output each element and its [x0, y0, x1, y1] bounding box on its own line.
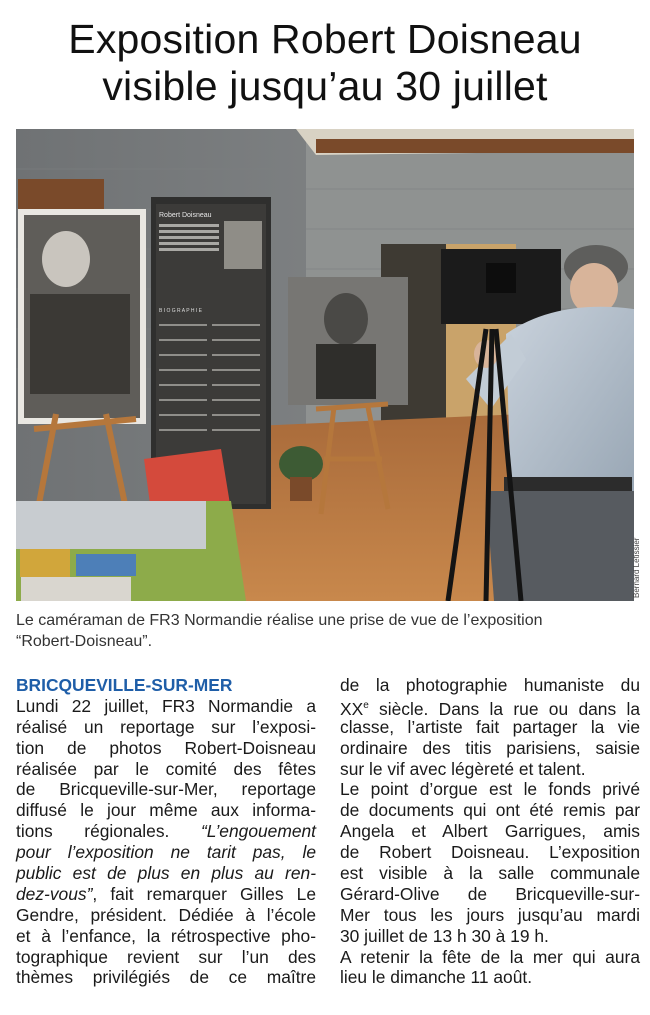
article-headline: [0, 16, 650, 110]
body-line: réalisée par le comité des fêtes: [16, 758, 316, 779]
body-line: thèmes privilégiés de ce maître: [16, 967, 316, 988]
body-line: Gendre, président. Dédiée à l’école: [16, 904, 316, 925]
body-line: de la photographie humaniste du: [340, 675, 640, 695]
body-line: Lundi 22 juillet, FR3 Normandie a: [16, 695, 316, 716]
century-text: XX: [340, 698, 364, 719]
body-line: A retenir la fête de la mer qui aura: [340, 946, 640, 967]
century-superscript: e: [363, 699, 369, 711]
body-line: sur le vif avec légèreté et talent.: [340, 758, 586, 779]
body-line: tographique revient sur l’un des: [16, 946, 316, 967]
article-photo: [16, 129, 634, 601]
caption-line-1: Le caméraman de FR3 Normandie réalise une prise de vue de l’exposition: [16, 612, 543, 629]
body-line: [16, 884, 316, 905]
dateline: BRICQUEVILLE-SUR-MER: [16, 675, 233, 695]
body-line: classe, l’artiste fait partager la vie: [340, 716, 640, 737]
body-line: [16, 821, 316, 842]
photo-illustration: [16, 129, 634, 601]
board-section-text: B I O G R A P H I E: [159, 308, 202, 314]
body-line: Mer tous les jours jusqu’au mardi: [340, 904, 640, 925]
article-column-right: [340, 675, 640, 988]
body-line: lieu le dimanche 11 août.: [340, 967, 533, 988]
body-line: Le point d’orgue est le fonds privé: [340, 779, 640, 800]
quote-line: public est de plus en plus au ren-: [16, 863, 316, 884]
body-line: tion de photos Robert-Doisneau: [16, 737, 316, 758]
caption-line-2: “Robert-Doisneau”.: [16, 633, 153, 650]
body-line: ordinaire des titis parisiens, saisie: [340, 737, 640, 758]
body-line: de documents qui ont été remis par: [340, 800, 640, 821]
body-line: réalisé un reportage sur l’exposi-: [16, 716, 316, 737]
quote-text: “L’engouement: [200, 821, 316, 842]
article-column-left: [16, 675, 316, 988]
board-title-text: Robert Doisneau: [159, 212, 212, 219]
quote-line: pour l’exposition ne tarit pas, le: [16, 842, 316, 863]
body-text: tions régionales.: [16, 821, 201, 842]
body-text: siècle. Dans la rue ou dans la: [368, 698, 640, 719]
photo-caption: [16, 610, 634, 652]
body-text: , fait remarquer Gilles Le: [92, 883, 316, 904]
body-line: de Robert Doisneau. L’exposition: [340, 842, 640, 863]
body-line: de Bricqueville-sur-Mer, reportage: [16, 779, 316, 800]
body-line: 30 juillet de 13 h 30 à 19 h.: [340, 925, 549, 946]
photo-credit: Bernard Letissier: [632, 537, 641, 598]
body-line: Angela et Albert Garrigues, amis: [340, 821, 640, 842]
body-line: est visible à la salle communale: [340, 863, 640, 884]
headline-line-2: visible jusqu’au 30 juillet: [102, 63, 548, 109]
body-line: diffusé le jour même aux informa-: [16, 800, 316, 821]
quote-text: dez-vous”: [16, 883, 93, 904]
body-line: [340, 696, 640, 717]
headline-line-1: Exposition Robert Doisneau: [68, 16, 582, 62]
body-line: et à l’enfance, la rétrospective pho-: [16, 925, 316, 946]
body-line: Gérard-Olive de Bricqueville-sur-: [340, 883, 640, 904]
